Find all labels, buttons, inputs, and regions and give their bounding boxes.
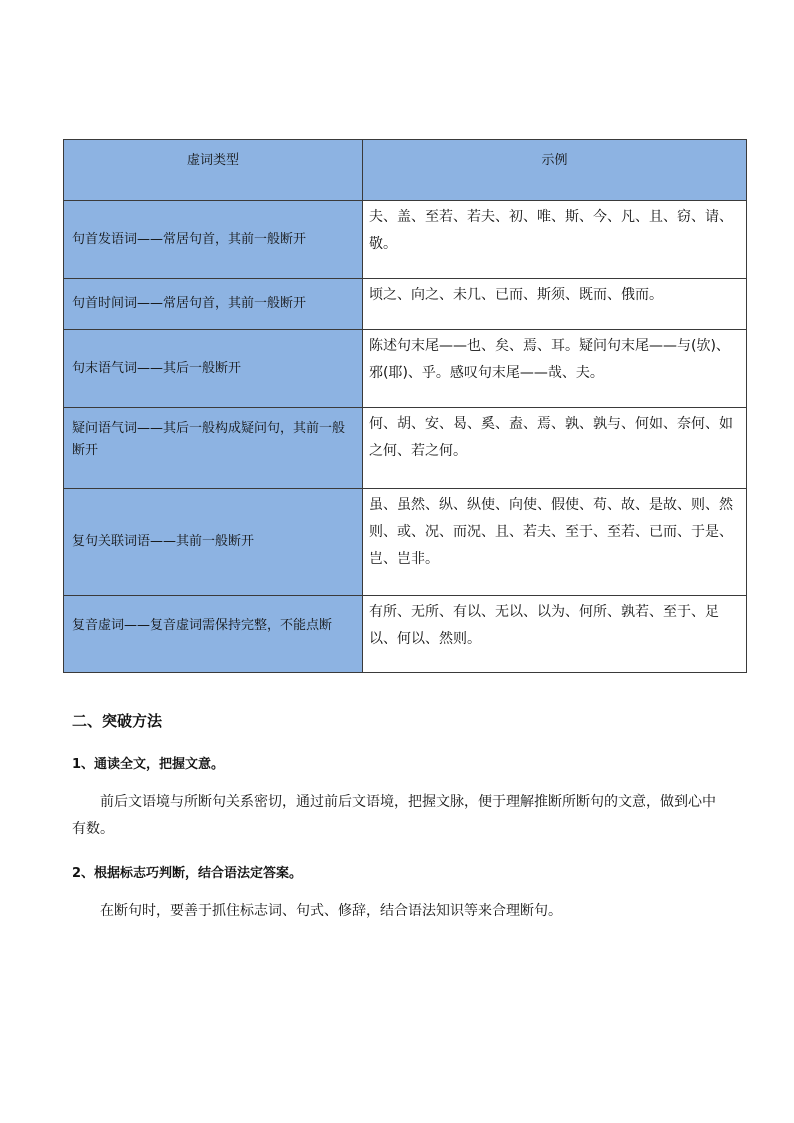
header-type: 虚词类型 [64, 140, 363, 201]
function-word-table [63, 139, 747, 673]
table-row [64, 489, 747, 596]
row-type: 句首发语词——常居句首，其前一般断开 [64, 201, 363, 279]
method-body-1: 前后文语境与所断句关系密切，通过前后文语境，把握文脉，便于理解推断所断句的文意，做到心中有数。 [72, 794, 716, 837]
table-row [64, 279, 747, 330]
section-title: 二、突破方法 [72, 712, 163, 730]
row-type: 复音虚词——复音虚词需保持完整，不能点断 [64, 596, 363, 673]
row-type: 疑问语气词——其后一般构成疑问句，其前一般断开 [64, 408, 363, 489]
row-examples: 有所、无所、有以、无以、以为、何所、孰若、至于、足以、何以、然则。 [363, 596, 747, 673]
table-row [64, 201, 747, 279]
row-examples: 陈述句末尾——也、矣、焉、耳。疑问句末尾——与(欤)、邪(耶)、乎。感叹句末尾——哉、夫。 [363, 330, 747, 408]
row-examples: 虽、虽然、纵、纵使、向使、假使、苟、故、是故、则、然则、或、况、而况、且、若夫、至于、至若、已而、于是、岂、岂非。 [363, 489, 747, 596]
row-examples: 夫、盖、至若、若夫、初、唯、斯、今、凡、且、窃、请、敬。 [363, 201, 747, 279]
method-body-2: 在断句时，要善于抓住标志词、句式、修辞，结合语法知识等来合理断句。 [100, 903, 562, 919]
method-heading-2: 2、根据标志巧判断，结合语法定答案。 [72, 866, 303, 881]
table-header-row [64, 140, 747, 201]
table-row [64, 408, 747, 489]
row-type: 复句关联词语——其前一般断开 [64, 489, 363, 596]
header-examples: 示例 [363, 140, 747, 201]
table-row [64, 330, 747, 408]
row-examples: 顷之、向之、未几、已而、斯须、既而、俄而。 [363, 279, 747, 330]
row-type: 句末语气词——其后一般断开 [64, 330, 363, 408]
method-heading-1: 1、通读全文，把握文意。 [72, 757, 225, 772]
table-row [64, 596, 747, 673]
row-type: 句首时间词——常居句首，其前一般断开 [64, 279, 363, 330]
row-examples: 何、胡、安、曷、奚、盍、焉、孰、孰与、何如、奈何、如之何、若之何。 [363, 408, 747, 489]
